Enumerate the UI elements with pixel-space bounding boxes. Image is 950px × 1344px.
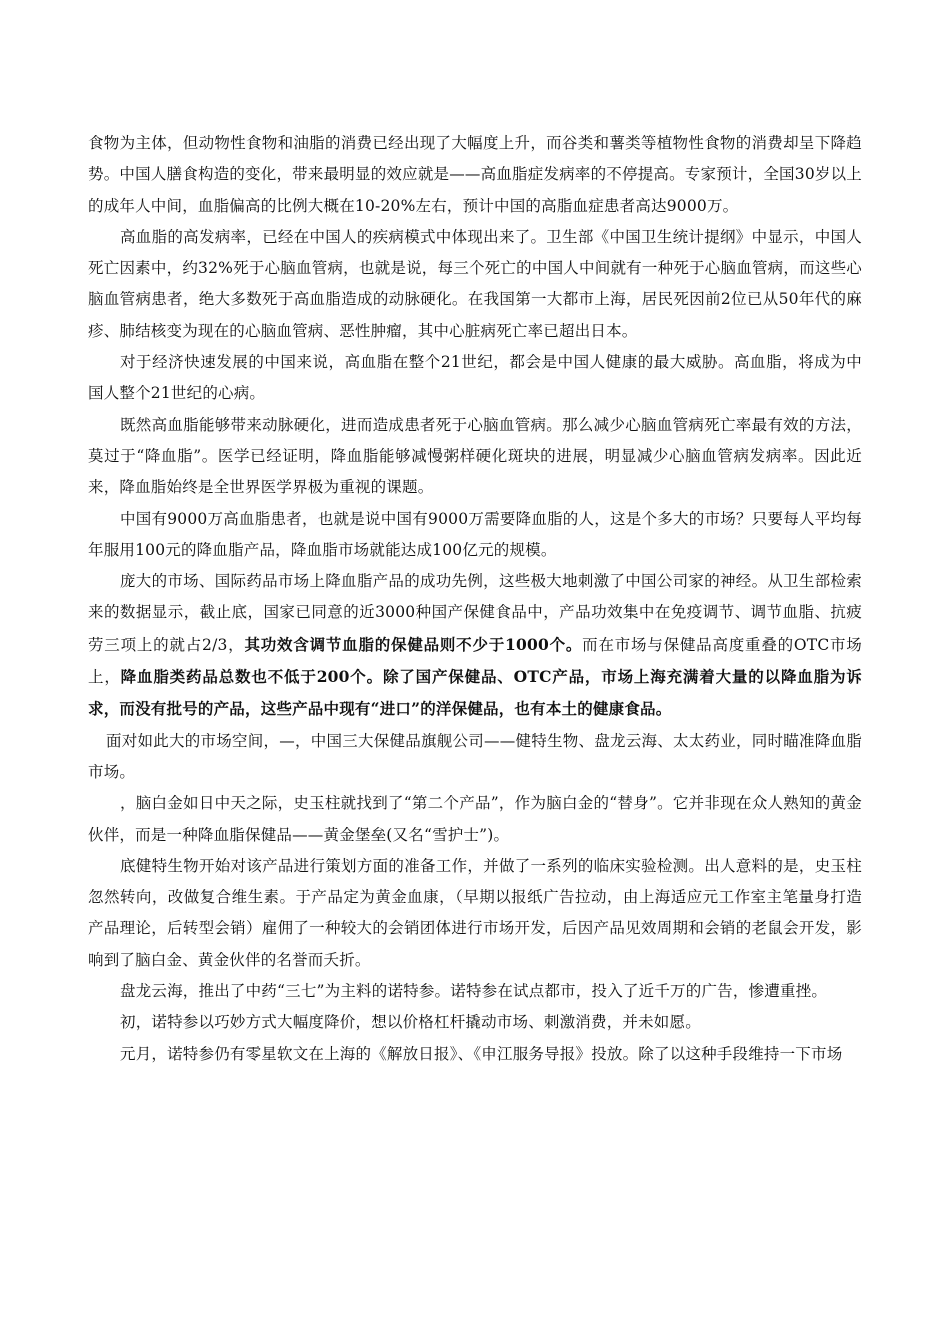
paragraph-text: 中国有9000万高血脂患者，也就是说中国有9000万需要降血脂的人，这是个多大的市场？只要每人平均每年服用100元的降血脂产品，降血脂市场就能达成100亿元的规模。 [88, 509, 862, 559]
document-body [88, 128, 862, 1070]
paragraph-text: 高血脂的高发病率，已经在中国人的疾病模式中体现出来了。卫生部《中国卫生统计提纲》中显示，中国人死亡因素中，约32%死于心脑血管病，也就是说，每三个死亡的中国人中间就有一种死于心脑血管病，而这些心脑血管病患者，绝大多数死于高血脂造成的动脉硬化。在我国第一大都市上海，居民死因前2位已从50年代的麻疹、肺结核变为现在的心脑血管病、恶性肿瘤，其中心脏病死亡率已超出日本。 [88, 227, 862, 340]
paragraph-bold-text: 其功效含调节血脂的保健品则不少于1000个。 [244, 634, 583, 654]
paragraph-9 [88, 851, 862, 976]
paragraph-text: ，脑白金如日中天之际，史玉柱就找到了“第二个产品”，作为脑白金的“替身”。它并非现在众人熟知的黄金伙伴，而是一种降血脂保健品——黄金堡垒(又名“雪护士”)。 [88, 794, 862, 844]
paragraph-10 [88, 976, 862, 1007]
paragraph-1 [88, 128, 862, 222]
paragraph-text: 庞大的市场、国际药品市场上降血脂产品的成功先例，这些极大地刺激了中国公司家的神经。从卫生部检索来的数据显示，截止底，国家已同意的近3000种国产保健食品中，产品功效集中在免疫调节、调节血脂、抗疲劳三项上的就占2/3， [88, 572, 862, 654]
paragraph-text: 而在市场与保健品高度重叠的OTC市场上， [88, 635, 862, 687]
paragraph-3 [88, 347, 862, 410]
paragraph-text: 食物为主体，但动物性食物和油脂的消费已经出现了大幅度上升，而谷类和薯类等植物性食物的消费却呈下降趋势。中国人膳食构造的变化，带来最明显的效应就是——高血脂症发病率的不停提高。专家预计，全国30岁以上的成年人中间，血脂偏高的比例大概在10-20%左右，预计中国的高脂血症患者高达9000万。 [88, 134, 862, 215]
paragraph-4 [88, 410, 862, 504]
paragraph-text: 盘龙云海，推出了中药“三七”为主料的诺特参。诺特参在试点都市，投入了近千万的广告，惨遭重挫。 [120, 982, 828, 1001]
paragraph-text: 元月，诺特参仍有零星软文在上海的《解放日报》、《申江服务导报》投放。除了以这种手段维持一下市场 [120, 1044, 843, 1063]
paragraph-text: 底健特生物开始对该产品进行策划方面的准备工作，并做了一系列的临床实验检测。出人意料的是，史玉柱忽然转向，改做复合维生素。于产品定为黄金血康，（早期以报纸广告拉动，由上海适应元工作室主笔量身打造产品理论，后转型会销）雇佣了一种较大的会销团体进行市场开发，后因产品见效周期和会销的老鼠会开发，影响到了脑白金、黄金伙伴的名誉而夭折。 [88, 856, 862, 969]
paragraph-bold-text: 降血脂类药品总数也不低于200个。除了国产保健品、OTC产品，市场上海充满着大量的以降血脂为诉求，而没有批号的产品，这些产品中现有“进口”的洋保健品，也有本土的健康食品。 [88, 667, 862, 719]
paragraph-text: 对于经济快速发展的中国来说，高血脂在整个21世纪，都会是中国人健康的最大威胁。高血脂，将成为中国人整个21世纪的心病。 [88, 353, 862, 403]
paragraph-text: 初，诺特参以巧妙方式大幅度降价，想以价格杠杆撬动市场、刺激消费，并未如愿。 [120, 1013, 701, 1032]
paragraph-8 [88, 788, 862, 851]
paragraph-text: 面对如此大的市场空间，—，中国三大保健品旗舰公司——健特生物、盘龙云海、太太药业，同时瞄准降血脂市场。 [88, 731, 862, 781]
paragraph-6 [88, 566, 862, 725]
paragraph-7 [88, 726, 862, 789]
paragraph-11 [88, 1007, 862, 1038]
paragraph-5 [88, 504, 862, 567]
paragraph-2 [88, 222, 862, 347]
paragraph-12 [88, 1039, 862, 1070]
paragraph-text: 既然高血脂能够带来动脉硬化，进而造成患者死于心脑血管病。那么减少心脑血管病死亡率最有效的方法，莫过于“降血脂”。医学已经证明，降血脂能够减慢粥样硬化斑块的进展，明显减少心脑血管病发病率。因此近来，降血脂始终是全世界医学界极为重视的课题。 [88, 415, 862, 497]
